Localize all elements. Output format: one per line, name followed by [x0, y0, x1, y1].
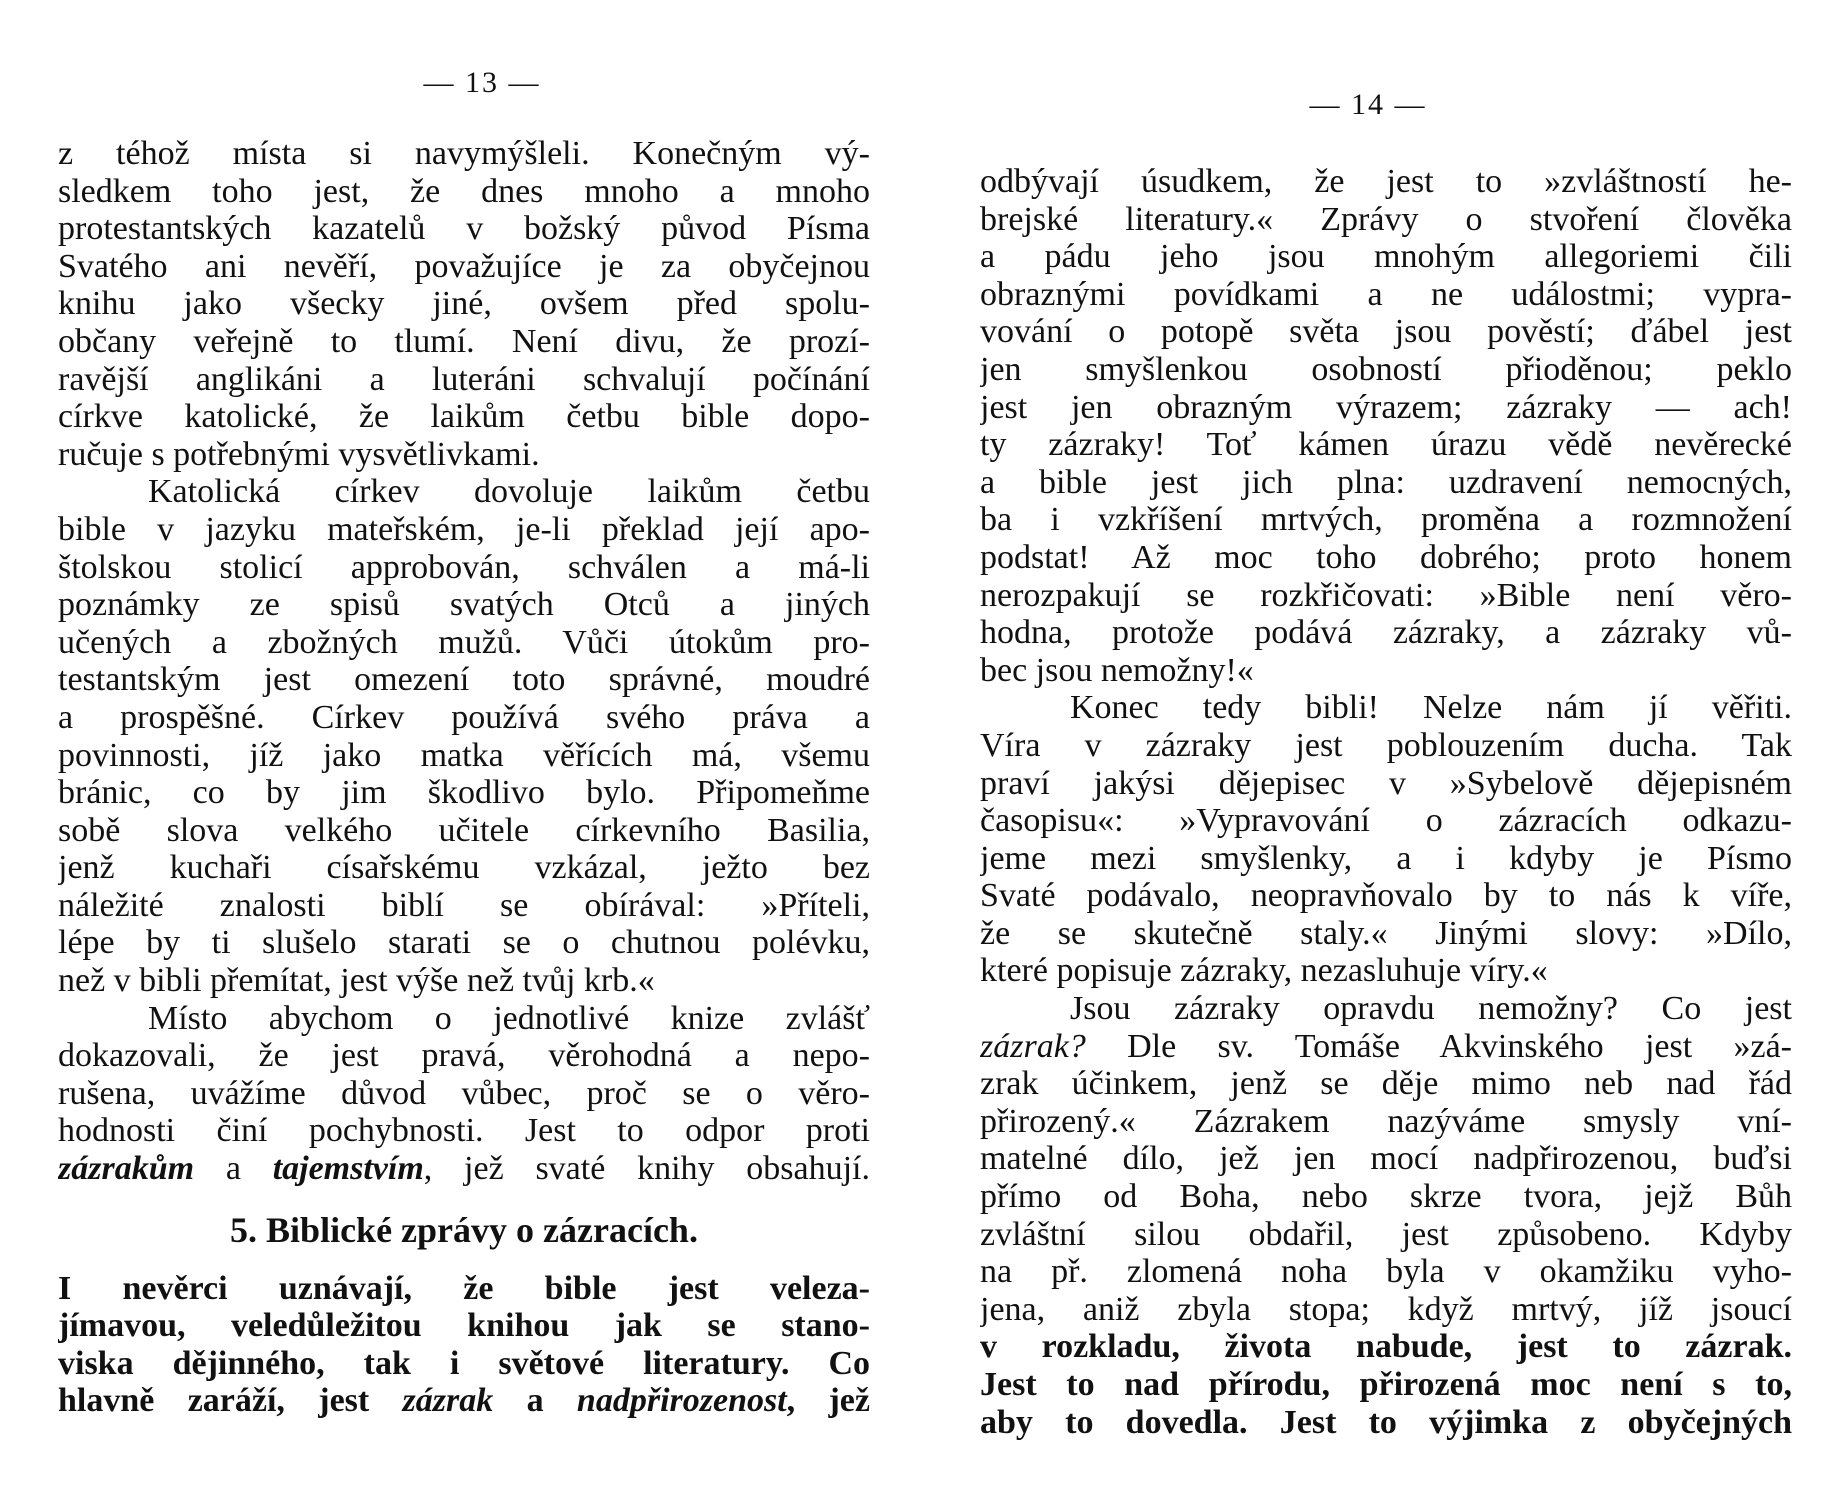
text-line: Jsou zázraky opravdu nemožny? Co jest: [1070, 990, 1792, 1028]
text-line: vování o potopě světa jsou pověstí; ďábel jest: [980, 313, 1792, 351]
text-line: občany veřejně to tlumí. Není divu, že prozí-: [58, 322, 870, 360]
text-line: hodnosti činí pochybnosti. Jest to odpor proti: [58, 1112, 870, 1150]
text-line: než v bibli přemítat, jest výše než tvůj krb.«: [58, 962, 655, 1000]
text-line: zvláštní silou obdařil, jest způsobeno. Kdyby: [980, 1215, 1792, 1253]
text-line: bec jsou nemožny!«: [980, 651, 1254, 689]
text-line: viska dějinného, tak i světové literatury. Co: [58, 1344, 870, 1382]
text-line: I nevěrci uznávají, že bible jest veleza-: [58, 1269, 870, 1307]
text-line: Víra v zázraky jest poblouzením ducha. Tak: [980, 726, 1792, 764]
text-line: ravější anglikáni a luteráni schvalují počínání: [58, 360, 870, 398]
text-line: Svaté podávalo, neopravňovalo by to nás k víře,: [980, 877, 1792, 915]
emphasis-word: tajemstvím: [272, 1150, 424, 1188]
right-page-text: [980, 163, 1792, 1441]
emphasis-word: zázrakům: [58, 1150, 195, 1188]
text-line: Jest to nad přírodu, přirozená moc není s to,: [980, 1366, 1792, 1403]
text-span: Dle sv. Tomáše Akvinského jest »zá-: [1085, 1027, 1792, 1065]
text-line: Konec tedy bibli! Nelze nám jí věřiti.: [1070, 689, 1792, 727]
text-line: jeme mezi smyšlenky, a i kdyby je Písmo: [980, 839, 1792, 877]
text-line: přirozený.« Zázrakem nazýváme smysly vní-: [980, 1102, 1792, 1140]
text-line: Svatého ani nevěří, považujíce je za obyčejnou: [58, 247, 870, 285]
text-line: hodna, protože podává zázraky, a zázraky vů-: [980, 614, 1792, 652]
text-line: obraznými povídkami a ne událostmi; vypra-: [980, 275, 1792, 313]
text-span: , jež svaté knihy obsahují.: [423, 1150, 870, 1188]
text-line: rušena, uvážíme důvod vůbec, proč se o věro-: [58, 1074, 870, 1112]
text-line: sobě slova velkého učitele církevního Basilia,: [58, 811, 870, 849]
text-line: ručuje s potřebnými vysvětlivkami.: [58, 435, 540, 473]
text-line: a bible jest jich plna: uzdravení nemocných,: [980, 463, 1792, 501]
left-page-text: [58, 135, 870, 1420]
text-line: ba i vzkříšení mrtvých, proměna a rozmnožení: [980, 501, 1792, 539]
emphasis-word: zázrak: [402, 1382, 494, 1420]
text-line: bránic, co by jim škodlivo bylo. Připomeňme: [58, 774, 870, 812]
text-line: zrak účinkem, jenž se děje mimo neb nad řád: [980, 1065, 1792, 1103]
text-line: na př. zlomená noha byla v okamžiku vyho-: [980, 1253, 1792, 1291]
text-line: [58, 1150, 870, 1188]
text-line: časopisu«: »Vypravování o zázracích odkazu-: [980, 802, 1792, 840]
text-line: že se skutečně staly.« Jinými slovy: »Dílo,: [980, 914, 1792, 952]
text-line: Místo abychom o jednotlivé knize zvlášť: [148, 999, 870, 1037]
text-line: brejské literatury.« Zprávy o stvoření člověka: [980, 200, 1792, 238]
text-line: testantským jest omezení toto správné, moudré: [58, 661, 870, 699]
text-line: z téhož místa si navymýšleli. Konečným vý-: [58, 135, 870, 172]
text-line: jímavou, veledůležitou knihou jak se stano-: [58, 1307, 870, 1345]
text-span: hlavně zaráží, jest: [58, 1382, 403, 1420]
text-line: jena, aniž zbyla stopa; když mrtvý, jíž jsoucí: [980, 1290, 1792, 1328]
text-line: jen smyšlenkou osobností přioděnou; peklo: [980, 350, 1792, 388]
text-line: sledkem toho jest, že dnes mnoho a mnoho: [58, 172, 870, 210]
text-line: protestantských kazatelů v božský původ Písma: [58, 210, 870, 248]
text-span: a: [493, 1382, 577, 1420]
text-line: matelné dílo, jež jen mocí nadpřirozenou, buďsi: [980, 1140, 1792, 1178]
text-line: nerozpakují se rozkřičovati: »Bible není věro-: [980, 576, 1792, 614]
text-line: přímo od Boha, nebo skrze tvora, jejž Bůh: [980, 1178, 1792, 1216]
text-line: poznámky ze spisů svatých Otců a jiných: [58, 586, 870, 624]
text-line: knihu jako všecky jiné, ovšem před spolu-: [58, 285, 870, 323]
text-line: [980, 1028, 1792, 1066]
text-line: a pádu jeho jsou mnohým allegoriemi čili: [980, 238, 1792, 276]
text-line: ty zázraky! Toť kámen úrazu vědě nevěrecké: [980, 426, 1792, 464]
page-number-left: — 13 —: [423, 66, 541, 99]
text-span: a: [194, 1150, 273, 1188]
page-number-right: — 14 —: [1309, 88, 1427, 121]
text-line: a prospěšné. Církev používá svého práva a: [58, 698, 870, 736]
section-heading: 5. Biblické zprávy o zázracích.: [230, 1209, 698, 1250]
emphasis-word: zázrak?: [980, 1027, 1086, 1065]
text-line: praví jakýsi dějepisec v »Sybelově dějepisném: [980, 764, 1792, 802]
text-line: povinnosti, jíž jako matka věřících má, všemu: [58, 736, 870, 774]
text-line: v rozkladu, života nabude, jest to zázrak.: [980, 1328, 1792, 1366]
text-line: církve katolické, že laikům četbu bible dopo-: [58, 398, 870, 436]
text-line: jest jen obrazným výrazem; zázraky — ach!: [980, 388, 1792, 426]
text-line: odbývají úsudkem, že jest to »zvláštností he-: [980, 163, 1792, 200]
text-line: bible v jazyku mateřském, je-li překlad její apo-: [58, 510, 870, 548]
text-line: Katolická církev dovoluje laikům četbu: [148, 473, 870, 511]
text-line: jenž kuchaři císařskému vzkázal, ježto bez: [58, 849, 870, 887]
text-line: náležité znalosti biblí se obírával: »Příteli,: [58, 886, 870, 924]
emphasis-word: nadpřirozenost: [576, 1382, 787, 1420]
text-line: dokazovali, že jest pravá, věrohodná a nepo-: [58, 1037, 870, 1075]
text-line: učených a zbožných mužů. Vůči útokům pro-: [58, 623, 870, 661]
text-span: , jež: [786, 1382, 870, 1420]
text-line: podstat! Až moc toho dobrého; proto honem: [980, 538, 1792, 576]
text-line: [58, 1382, 870, 1420]
text-line: které popisuje zázraky, nezasluhuje víry.«: [980, 952, 1548, 990]
text-line: štolskou stolicí approbován, schválen a má-li: [58, 548, 870, 586]
text-line: aby to dovedla. Jest to výjimka z obyčejných: [980, 1403, 1792, 1441]
text-line: lépe by ti slušelo starati se o chutnou polévku,: [58, 924, 870, 962]
